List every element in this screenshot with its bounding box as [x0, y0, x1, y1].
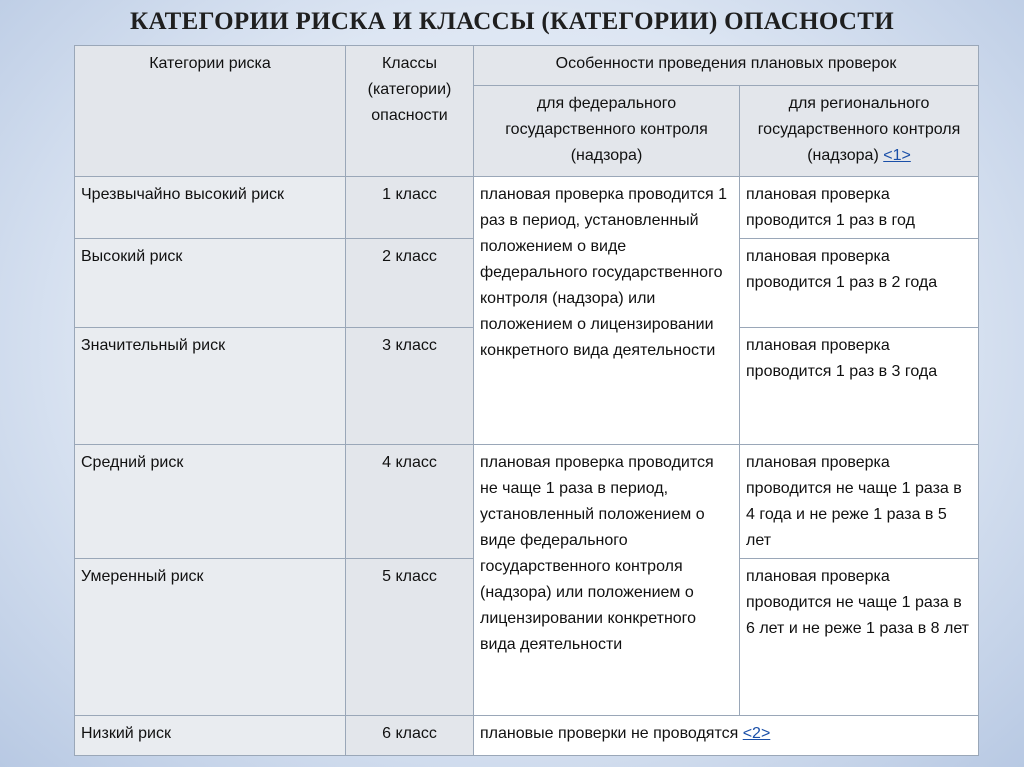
risk-table: [74, 45, 979, 756]
risk-category-cell: Средний риск: [75, 445, 346, 559]
hazard-class-cell: 6 класс: [346, 716, 474, 756]
risk-category-cell: Значительный риск: [75, 328, 346, 445]
low-risk-note-cell: [474, 716, 979, 756]
table-row: [75, 716, 979, 756]
table-row: [75, 177, 979, 239]
header-regional-text: для регионального государственного контроля (надзора): [757, 95, 961, 164]
risk-category-cell: Чрезвычайно высокий риск: [75, 177, 346, 239]
regional-inspection-cell: плановая проверка проводится 1 раз в 3 года: [740, 328, 979, 445]
hazard-class-cell: 4 класс: [346, 445, 474, 559]
hazard-class-cell: 3 класс: [346, 328, 474, 445]
hazard-class-cell: 1 класс: [346, 177, 474, 239]
header-regional: [740, 86, 979, 177]
header-row: [75, 46, 979, 86]
federal-inspection-cell: плановая проверка проводится не чаще 1 раза в период, установленный положением о виде федерального государственного контроля (надзора) или положением о лицензировании конкретного вида деятельности: [474, 445, 740, 716]
header-hazard-class: Классы (категории) опасности: [346, 46, 474, 177]
risk-category-cell: Умеренный риск: [75, 559, 346, 716]
federal-inspection-cell: плановая проверка проводится 1 раз в период, установленный положением о виде федерального государственного контроля (надзора) или положением о лицензировании конкретного вида деятельности: [474, 177, 740, 445]
hazard-class-cell: 2 класс: [346, 239, 474, 328]
table-row: [75, 445, 979, 559]
footnote-link-1[interactable]: <1>: [883, 147, 911, 164]
header-federal: для федерального государственного контроля (надзора): [474, 86, 740, 177]
regional-inspection-cell: плановая проверка проводится не чаще 1 раза в 4 года и не реже 1 раза в 5 лет: [740, 445, 979, 559]
risk-category-cell: Высокий риск: [75, 239, 346, 328]
regional-inspection-cell: плановая проверка проводится 1 раз в 2 года: [740, 239, 979, 328]
regional-inspection-cell: плановая проверка проводится 1 раз в год: [740, 177, 979, 239]
header-risk-category: Категории риска: [75, 46, 346, 177]
low-risk-note: плановые проверки не проводятся: [480, 725, 743, 742]
header-inspections: Особенности проведения плановых проверок: [474, 46, 979, 86]
risk-category-cell: Низкий риск: [75, 716, 346, 756]
hazard-class-cell: 5 класс: [346, 559, 474, 716]
regional-inspection-cell: плановая проверка проводится не чаще 1 раза в 6 лет и не реже 1 раза в 8 лет: [740, 559, 979, 716]
page-title: КАТЕГОРИИ РИСКА И КЛАССЫ (КАТЕГОРИИ) ОПАСНОСТИ: [130, 8, 894, 35]
footnote-link-2[interactable]: <2>: [742, 725, 771, 742]
